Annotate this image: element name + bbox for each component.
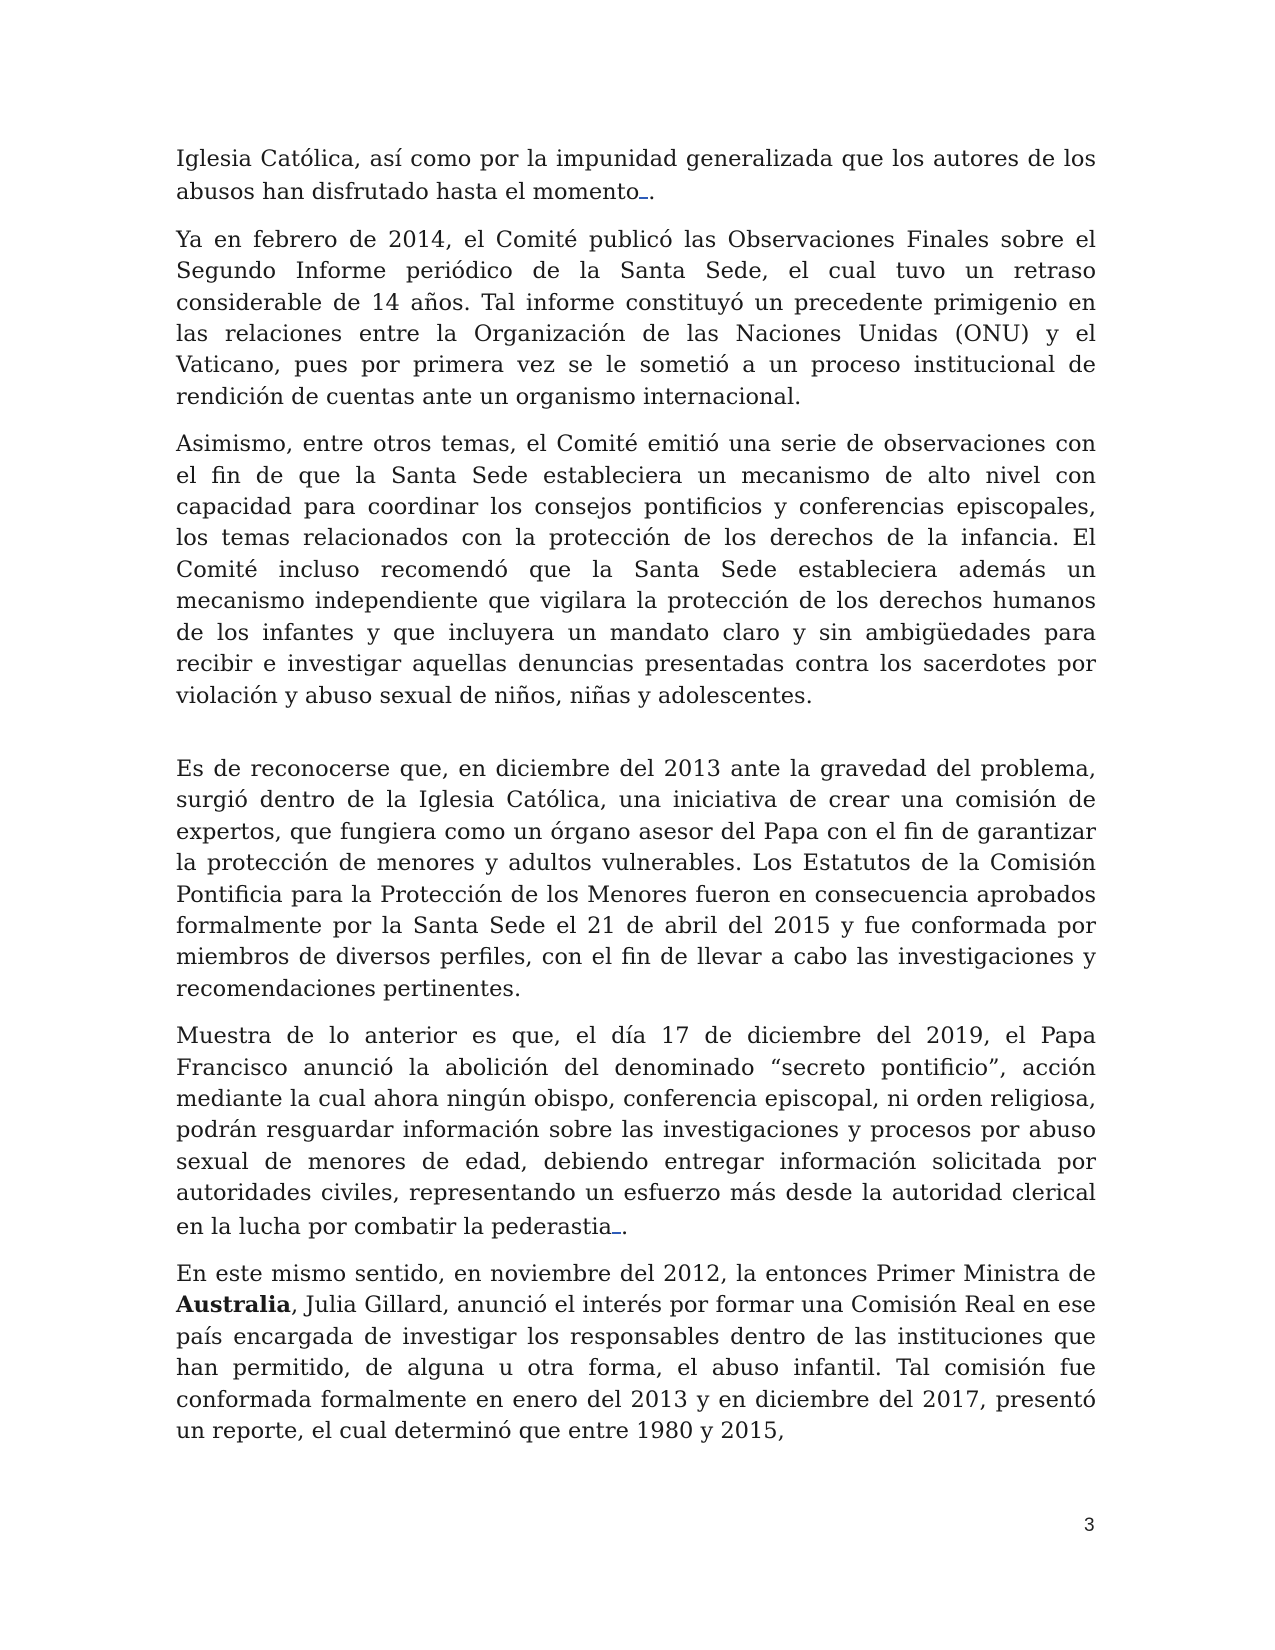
paragraph-6-rest: , Julia Gillard, anunció el interés por formar una Comisión Real en ese país encargada de investigar los responsables dentro de las instituciones que han permitido, de alguna u otra forma, el abuso infantil. Tal comisión fue conformada formalmente en enero del 2013 y en diciembre del 2017, presentó un reporte, el cual determinó que entre 1980 y 2015, (176, 1292, 1096, 1445)
paragraph-1 (176, 144, 1096, 209)
footnote-link[interactable] (639, 175, 648, 199)
paragraph-5-end: . (620, 1213, 629, 1240)
paragraph-6 (176, 1259, 1096, 1447)
footnote-link[interactable] (612, 1210, 621, 1234)
document-body (176, 144, 1096, 1463)
paragraph-2: Ya en febrero de 2014, el Comité publicó las Observaciones Finales sobre el Segundo Informe periódico de la Santa Sede, el cual tuvo un retraso considerable de 14 años. Tal informe constituyó un precedente primigenio en las relaciones entre la Organización de las Naciones Unidas (ONU) y el Vaticano, pues por primera vez se le sometió a un proceso institucional de rendición de cuentas ante un organismo internacional. (176, 226, 1096, 410)
paragraph-4: Es de reconocerse que, en diciembre del 2013 ante la gravedad del problema, surgió dentro de la Iglesia Católica, una iniciativa de crear una comisión de expertos, que fungiera como un órgano asesor del Papa con el fin de garantizar la protección de menores y adultos vulnerables. Los Estatutos de la Comisión Pontificia para la Protección de los Menores fueron en consecuencia aprobados formalmente por la Santa Sede el 21 de abril del 2015 y fue conformada por miembros de diversos perfiles, con el fin de llevar a cabo las investigaciones y recomendaciones pertinentes. (176, 755, 1096, 1002)
paragraph-6-start: En este mismo sentido, en noviembre del 2012, la entonces Primer Ministra de (176, 1261, 1096, 1287)
country-name-bold: Australia (176, 1292, 291, 1319)
paragraph-1-text: Iglesia Católica, así como por la impunidad generalizada que los autores de los abusos han disfrutado hasta el momento (176, 146, 1096, 206)
paragraph-5 (176, 1021, 1096, 1243)
paragraph-1-end: . (648, 179, 656, 206)
page-number: 3 (1084, 1515, 1095, 1536)
paragraph-5-text: Muestra de lo anterior es que, el día 17 de diciembre del 2019, el Papa Francisco anunció la abolición del denominado “secreto pontificio”, acción mediante la cual ahora ningún obispo, conferencia episcopal, ni orden religiosa, podrán resguardar información sobre las investigaciones y procesos por abuso sexual de menores de edad, debiendo entregar información solicitada por autoridades civiles, representando un esfuerzo más desde la autoridad clerical en la lucha por combatir la pederastia (176, 1023, 1096, 1240)
paragraph-3: Asimismo, entre otros temas, el Comité emitió una serie de observaciones con el fin de que la Santa Sede estableciera un mecanismo de alto nivel con capacidad para coordinar los consejos pontificios y conferencias episcopales, los temas relacionados con la protección de los derechos de la infancia. El Comité incluso recomendó que la Santa Sede estableciera además un mecanismo independiente que vigilara la protección de los derechos humanos de los infantes y que incluyera un mandato claro y sin ambigüedades para recibir e investigar aquellas denuncias presentadas contra los sacerdotes por violación y abuso sexual de niños, niñas y adolescentes. (176, 431, 1096, 709)
